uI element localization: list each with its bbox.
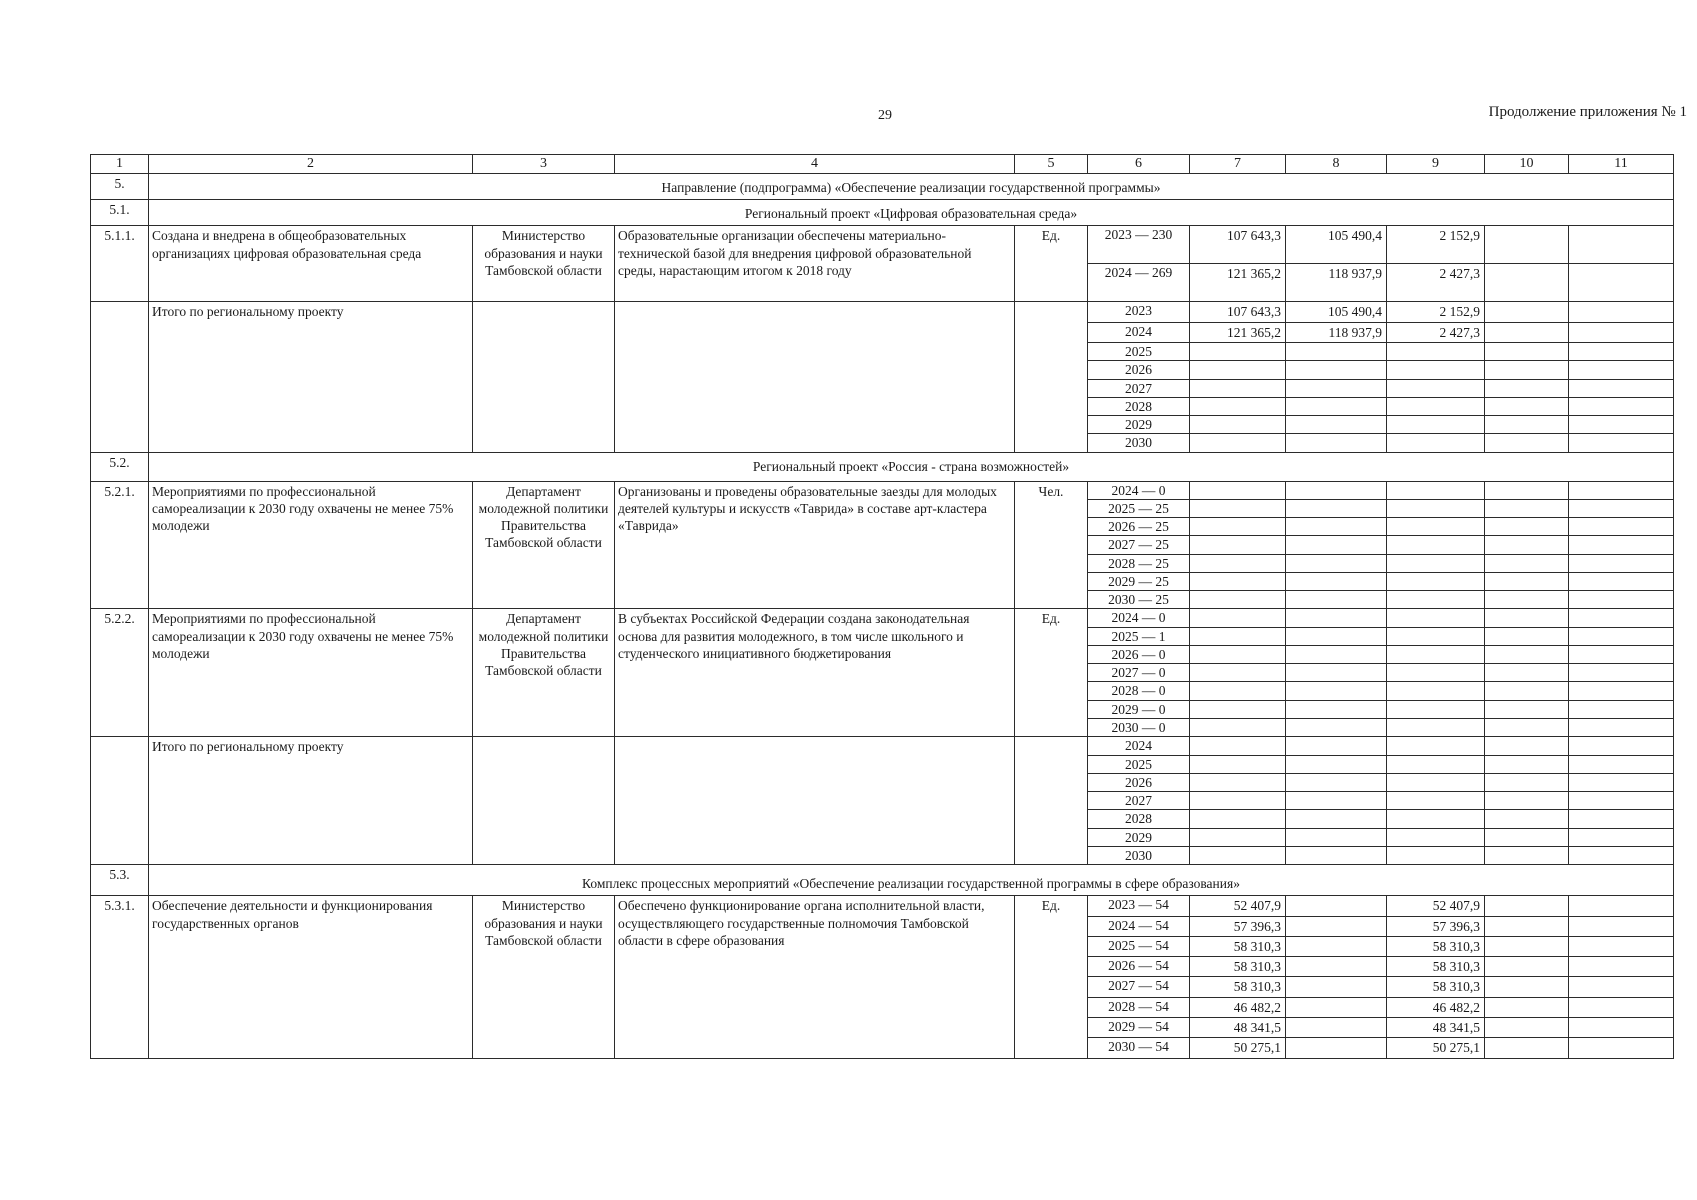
- empty-cell: [1190, 572, 1286, 590]
- year-value: 2028: [1088, 397, 1190, 415]
- empty-cell: [1569, 379, 1674, 397]
- year-value: 2023: [1088, 302, 1190, 322]
- year-value: 2024: [1088, 322, 1190, 342]
- empty-cell: [1485, 397, 1569, 415]
- measure-name: Мероприятиями по профессиональной самореализации к 2030 году охвачены не менее 75% молодежи: [149, 609, 473, 737]
- empty-cell: [1569, 499, 1674, 517]
- year-value: 2025 — 54: [1088, 936, 1190, 956]
- section-row: [91, 200, 1674, 226]
- empty-cell: [1387, 773, 1485, 791]
- amount-cell: 50 275,1: [1190, 1038, 1286, 1058]
- empty-cell: [1286, 361, 1387, 379]
- year-value: 2027: [1088, 379, 1190, 397]
- amount-cell: 121 365,2: [1190, 264, 1286, 302]
- table-row: [91, 609, 1674, 627]
- section-title: Направление (подпрограмма) «Обеспечение реализации государственной программы»: [149, 173, 1674, 199]
- empty-cell: [1190, 499, 1286, 517]
- section-title: Региональный проект «Цифровая образовательная среда»: [149, 200, 1674, 226]
- year-value: 2026: [1088, 361, 1190, 379]
- year-value: 2029 — 0: [1088, 700, 1190, 718]
- year-value: 2027: [1088, 792, 1190, 810]
- table-row: [91, 896, 1674, 916]
- year-value: 2023 — 54: [1088, 896, 1190, 916]
- column-header: 5: [1015, 155, 1088, 174]
- empty-cell: [1286, 846, 1387, 864]
- empty-cell: [1485, 957, 1569, 977]
- executor: Министерство образования и науки Тамбовской области: [473, 896, 615, 1058]
- empty-cell: [1485, 846, 1569, 864]
- empty-cell: [1286, 518, 1387, 536]
- year-value: 2024 — 0: [1088, 609, 1190, 627]
- amount-cell: 2 152,9: [1387, 226, 1485, 264]
- empty-cell: [1387, 379, 1485, 397]
- column-header: 2: [149, 155, 473, 174]
- program-table-wrap: [90, 154, 1673, 1059]
- year-value: 2028 — 54: [1088, 997, 1190, 1017]
- unit: Чел.: [1015, 481, 1088, 609]
- empty-cell: [1569, 554, 1674, 572]
- measure-name: Мероприятиями по профессиональной самореализации к 2030 году охвачены не менее 75% молодежи: [149, 481, 473, 609]
- empty-cell: [1286, 342, 1387, 360]
- year-value: 2024 — 54: [1088, 916, 1190, 936]
- empty-cell: [1190, 755, 1286, 773]
- empty-cell: [1485, 1018, 1569, 1038]
- amount-cell: [1286, 916, 1387, 936]
- measure-name: Обеспечение деятельности и функционирования государственных органов: [149, 896, 473, 1058]
- empty-cell: [1569, 416, 1674, 434]
- amount-cell: 107 643,3: [1190, 226, 1286, 264]
- empty-cell: [1485, 737, 1569, 755]
- empty-cell: [1569, 810, 1674, 828]
- column-header: 9: [1387, 155, 1485, 174]
- empty-cell: [1387, 645, 1485, 663]
- empty-cell: [1485, 792, 1569, 810]
- year-value: 2026 — 25: [1088, 518, 1190, 536]
- empty-cell: [1569, 1018, 1674, 1038]
- unit: Ед.: [1015, 609, 1088, 737]
- empty-cell: [1485, 518, 1569, 536]
- empty-cell: [1286, 536, 1387, 554]
- column-header: 10: [1485, 155, 1569, 174]
- empty-cell: [1190, 737, 1286, 755]
- empty-cell: [1190, 554, 1286, 572]
- empty-cell: [1387, 792, 1485, 810]
- empty-cell: [1387, 416, 1485, 434]
- year-value: 2029 — 25: [1088, 572, 1190, 590]
- empty-cell: [1485, 936, 1569, 956]
- year-value: 2026: [1088, 773, 1190, 791]
- amount-cell: 105 490,4: [1286, 226, 1387, 264]
- total-label: Итого по региональному проекту: [149, 302, 473, 452]
- empty-cell: [1485, 773, 1569, 791]
- empty-cell: [1286, 645, 1387, 663]
- section-number: 5.1.: [91, 200, 149, 226]
- expected-result: В субъектах Российской Федерации создана законодательная основа для развития молодежного, в том числе школьного и студенческого инициативного бюджетирования: [615, 609, 1015, 737]
- year-value: 2027 — 25: [1088, 536, 1190, 554]
- unit: Ед.: [1015, 896, 1088, 1058]
- empty-cell: [1485, 434, 1569, 452]
- empty-cell: [1190, 828, 1286, 846]
- empty-cell: [1569, 719, 1674, 737]
- amount-cell: 57 396,3: [1387, 916, 1485, 936]
- empty-cell: [1190, 518, 1286, 536]
- year-value: 2027 — 54: [1088, 977, 1190, 997]
- amount-cell: 118 937,9: [1286, 322, 1387, 342]
- empty-cell: [1569, 936, 1674, 956]
- empty-cell: [1190, 379, 1286, 397]
- empty-cell: [1190, 397, 1286, 415]
- empty-cell: [1569, 361, 1674, 379]
- empty-cell: [1387, 499, 1485, 517]
- empty-cell: [615, 302, 1015, 452]
- year-value: 2029 — 54: [1088, 1018, 1190, 1038]
- total-row: [91, 737, 1674, 755]
- column-number-row: [91, 155, 1674, 174]
- empty-cell: [1485, 379, 1569, 397]
- empty-cell: [1485, 810, 1569, 828]
- empty-cell: [1387, 828, 1485, 846]
- amount-cell: 2 152,9: [1387, 302, 1485, 322]
- year-value: 2024: [1088, 737, 1190, 755]
- column-header: 7: [1190, 155, 1286, 174]
- empty-cell: [1286, 554, 1387, 572]
- empty-cell: [1569, 591, 1674, 609]
- empty-cell: [1569, 792, 1674, 810]
- empty-cell: [473, 737, 615, 865]
- amount-cell: 2 427,3: [1387, 264, 1485, 302]
- empty-cell: [1286, 792, 1387, 810]
- amount-cell: 46 482,2: [1387, 997, 1485, 1017]
- empty-cell: [473, 302, 615, 452]
- empty-cell: [1190, 719, 1286, 737]
- appendix-caption: Продолжение приложения № 1: [1488, 104, 1687, 120]
- empty-cell: [1485, 572, 1569, 590]
- year-value: 2030: [1088, 434, 1190, 452]
- empty-cell: [1485, 977, 1569, 997]
- empty-cell: [1569, 896, 1674, 916]
- amount-cell: [1286, 977, 1387, 997]
- row-number: 5.2.2.: [91, 609, 149, 737]
- empty-cell: [1485, 645, 1569, 663]
- empty-cell: [1286, 773, 1387, 791]
- amount-cell: 50 275,1: [1387, 1038, 1485, 1058]
- section-number: 5.3.: [91, 865, 149, 896]
- amount-cell: 118 937,9: [1286, 264, 1387, 302]
- empty-cell: [1485, 416, 1569, 434]
- empty-cell: [1286, 416, 1387, 434]
- empty-cell: [91, 302, 149, 452]
- empty-cell: [1286, 572, 1387, 590]
- empty-cell: [1286, 591, 1387, 609]
- empty-cell: [1286, 379, 1387, 397]
- empty-cell: [1286, 810, 1387, 828]
- amount-cell: 58 310,3: [1387, 977, 1485, 997]
- empty-cell: [1190, 609, 1286, 627]
- amount-cell: 105 490,4: [1286, 302, 1387, 322]
- amount-cell: 52 407,9: [1387, 896, 1485, 916]
- column-header: 4: [615, 155, 1015, 174]
- empty-cell: [1485, 700, 1569, 718]
- empty-cell: [1387, 342, 1485, 360]
- expected-result: Организованы и проведены образовательные заезды для молодых деятелей культуры и искусств «Таврида» в составе арт-кластера «Таврида»: [615, 481, 1015, 609]
- empty-cell: [1485, 342, 1569, 360]
- empty-cell: [1485, 609, 1569, 627]
- unit: Ед.: [1015, 226, 1088, 302]
- empty-cell: [615, 737, 1015, 865]
- executor: Департамент молодежной политики Правительства Тамбовской области: [473, 481, 615, 609]
- empty-cell: [1569, 1038, 1674, 1058]
- empty-cell: [1190, 361, 1286, 379]
- expected-result: Обеспечено функционирование органа исполнительной власти, осуществляющего государственные полномочия Тамбовской области в сфере образования: [615, 896, 1015, 1058]
- empty-cell: [1569, 518, 1674, 536]
- empty-cell: [1569, 828, 1674, 846]
- empty-cell: [1485, 264, 1569, 302]
- empty-cell: [1485, 1038, 1569, 1058]
- empty-cell: [1190, 846, 1286, 864]
- empty-cell: [1190, 810, 1286, 828]
- empty-cell: [1485, 591, 1569, 609]
- empty-cell: [1569, 977, 1674, 997]
- empty-cell: [1485, 664, 1569, 682]
- empty-cell: [91, 737, 149, 865]
- empty-cell: [1387, 518, 1485, 536]
- empty-cell: [1485, 536, 1569, 554]
- empty-cell: [1387, 719, 1485, 737]
- amount-cell: 48 341,5: [1387, 1018, 1485, 1038]
- section-row: [91, 173, 1674, 199]
- empty-cell: [1485, 719, 1569, 737]
- empty-cell: [1569, 645, 1674, 663]
- empty-cell: [1569, 342, 1674, 360]
- empty-cell: [1387, 434, 1485, 452]
- year-value: 2025 — 1: [1088, 627, 1190, 645]
- empty-cell: [1485, 896, 1569, 916]
- empty-cell: [1387, 591, 1485, 609]
- empty-cell: [1569, 916, 1674, 936]
- empty-cell: [1286, 397, 1387, 415]
- column-header: 11: [1569, 155, 1674, 174]
- section-row: [91, 865, 1674, 896]
- year-value: 2029: [1088, 416, 1190, 434]
- amount-cell: 58 310,3: [1190, 957, 1286, 977]
- empty-cell: [1387, 664, 1485, 682]
- empty-cell: [1387, 397, 1485, 415]
- empty-cell: [1569, 397, 1674, 415]
- empty-cell: [1485, 361, 1569, 379]
- empty-cell: [1190, 536, 1286, 554]
- empty-cell: [1569, 664, 1674, 682]
- empty-cell: [1286, 627, 1387, 645]
- total-row: [91, 302, 1674, 322]
- empty-cell: [1569, 846, 1674, 864]
- empty-cell: [1485, 627, 1569, 645]
- empty-cell: [1190, 627, 1286, 645]
- empty-cell: [1569, 322, 1674, 342]
- section-row: [91, 452, 1674, 481]
- amount-cell: 46 482,2: [1190, 997, 1286, 1017]
- empty-cell: [1190, 792, 1286, 810]
- year-value: 2030 — 25: [1088, 591, 1190, 609]
- section-number: 5.: [91, 173, 149, 199]
- empty-cell: [1387, 572, 1485, 590]
- column-header: 1: [91, 155, 149, 174]
- year-value: 2030 — 54: [1088, 1038, 1190, 1058]
- year-value: 2030 — 0: [1088, 719, 1190, 737]
- empty-cell: [1190, 434, 1286, 452]
- empty-cell: [1485, 554, 1569, 572]
- empty-cell: [1569, 627, 1674, 645]
- empty-cell: [1485, 481, 1569, 499]
- executor: Министерство образования и науки Тамбовской области: [473, 226, 615, 302]
- amount-cell: [1286, 896, 1387, 916]
- empty-cell: [1190, 700, 1286, 718]
- year-value: 2028 — 0: [1088, 682, 1190, 700]
- empty-cell: [1286, 609, 1387, 627]
- year-value: 2028: [1088, 810, 1190, 828]
- empty-cell: [1190, 664, 1286, 682]
- empty-cell: [1569, 609, 1674, 627]
- empty-cell: [1485, 682, 1569, 700]
- amount-cell: 58 310,3: [1387, 936, 1485, 956]
- empty-cell: [1190, 342, 1286, 360]
- table-row: [91, 226, 1674, 264]
- page-number: 29: [878, 108, 892, 123]
- empty-cell: [1015, 737, 1088, 865]
- empty-cell: [1286, 737, 1387, 755]
- year-value: 2025 — 25: [1088, 499, 1190, 517]
- amount-cell: 58 310,3: [1190, 977, 1286, 997]
- year-value: 2024 — 0: [1088, 481, 1190, 499]
- row-number: 5.2.1.: [91, 481, 149, 609]
- year-value: 2026 — 54: [1088, 957, 1190, 977]
- empty-cell: [1569, 481, 1674, 499]
- empty-cell: [1485, 302, 1569, 322]
- empty-cell: [1286, 700, 1387, 718]
- empty-cell: [1569, 700, 1674, 718]
- year-value: 2029: [1088, 828, 1190, 846]
- empty-cell: [1569, 264, 1674, 302]
- empty-cell: [1286, 664, 1387, 682]
- empty-cell: [1387, 554, 1485, 572]
- amount-cell: 52 407,9: [1190, 896, 1286, 916]
- empty-cell: [1387, 536, 1485, 554]
- empty-cell: [1569, 755, 1674, 773]
- amount-cell: 48 341,5: [1190, 1018, 1286, 1038]
- empty-cell: [1569, 957, 1674, 977]
- program-table: [90, 154, 1674, 1059]
- section-title: Комплекс процессных мероприятий «Обеспечение реализации государственной программы в сфере образования»: [149, 865, 1674, 896]
- empty-cell: [1387, 361, 1485, 379]
- empty-cell: [1286, 755, 1387, 773]
- empty-cell: [1569, 536, 1674, 554]
- empty-cell: [1190, 682, 1286, 700]
- empty-cell: [1286, 719, 1387, 737]
- amount-cell: [1286, 1018, 1387, 1038]
- empty-cell: [1286, 499, 1387, 517]
- section-number: 5.2.: [91, 452, 149, 481]
- executor: Департамент молодежной политики Правительства Тамбовской области: [473, 609, 615, 737]
- empty-cell: [1485, 755, 1569, 773]
- empty-cell: [1485, 322, 1569, 342]
- empty-cell: [1569, 572, 1674, 590]
- empty-cell: [1286, 434, 1387, 452]
- empty-cell: [1286, 682, 1387, 700]
- amount-cell: 2 427,3: [1387, 322, 1485, 342]
- year-value: 2025: [1088, 755, 1190, 773]
- empty-cell: [1569, 226, 1674, 264]
- column-header: 3: [473, 155, 615, 174]
- empty-cell: [1387, 481, 1485, 499]
- year-value: 2023 — 230: [1088, 226, 1190, 264]
- empty-cell: [1387, 737, 1485, 755]
- empty-cell: [1387, 627, 1485, 645]
- row-number: 5.3.1.: [91, 896, 149, 1058]
- year-value: 2030: [1088, 846, 1190, 864]
- empty-cell: [1485, 997, 1569, 1017]
- amount-cell: [1286, 1038, 1387, 1058]
- empty-cell: [1015, 302, 1088, 452]
- empty-cell: [1569, 997, 1674, 1017]
- empty-cell: [1569, 302, 1674, 322]
- empty-cell: [1286, 828, 1387, 846]
- amount-cell: [1286, 997, 1387, 1017]
- column-header: 6: [1088, 155, 1190, 174]
- empty-cell: [1190, 416, 1286, 434]
- amount-cell: [1286, 957, 1387, 977]
- empty-cell: [1485, 226, 1569, 264]
- empty-cell: [1190, 591, 1286, 609]
- amount-cell: [1286, 936, 1387, 956]
- empty-cell: [1387, 700, 1485, 718]
- amount-cell: 58 310,3: [1387, 957, 1485, 977]
- empty-cell: [1387, 682, 1485, 700]
- empty-cell: [1190, 773, 1286, 791]
- amount-cell: 58 310,3: [1190, 936, 1286, 956]
- empty-cell: [1485, 916, 1569, 936]
- measure-name: Создана и внедрена в общеобразовательных организациях цифровая образовательная среда: [149, 226, 473, 302]
- year-value: 2027 — 0: [1088, 664, 1190, 682]
- expected-result: Образовательные организации обеспечены материально-технической базой для внедрения цифровой образовательной среды, нарастающим итогом к 2018 году: [615, 226, 1015, 302]
- year-value: 2026 — 0: [1088, 645, 1190, 663]
- empty-cell: [1387, 755, 1485, 773]
- empty-cell: [1190, 645, 1286, 663]
- empty-cell: [1569, 773, 1674, 791]
- empty-cell: [1569, 737, 1674, 755]
- amount-cell: 107 643,3: [1190, 302, 1286, 322]
- empty-cell: [1387, 609, 1485, 627]
- section-title: Региональный проект «Россия - страна возможностей»: [149, 452, 1674, 481]
- table-row: [91, 481, 1674, 499]
- amount-cell: 121 365,2: [1190, 322, 1286, 342]
- amount-cell: 57 396,3: [1190, 916, 1286, 936]
- row-number: 5.1.1.: [91, 226, 149, 302]
- column-header: 8: [1286, 155, 1387, 174]
- total-label: Итого по региональному проекту: [149, 737, 473, 865]
- empty-cell: [1387, 810, 1485, 828]
- empty-cell: [1286, 481, 1387, 499]
- year-value: 2025: [1088, 342, 1190, 360]
- empty-cell: [1485, 499, 1569, 517]
- empty-cell: [1387, 846, 1485, 864]
- empty-cell: [1569, 434, 1674, 452]
- year-value: 2024 — 269: [1088, 264, 1190, 302]
- empty-cell: [1190, 481, 1286, 499]
- year-value: 2028 — 25: [1088, 554, 1190, 572]
- empty-cell: [1569, 682, 1674, 700]
- empty-cell: [1485, 828, 1569, 846]
